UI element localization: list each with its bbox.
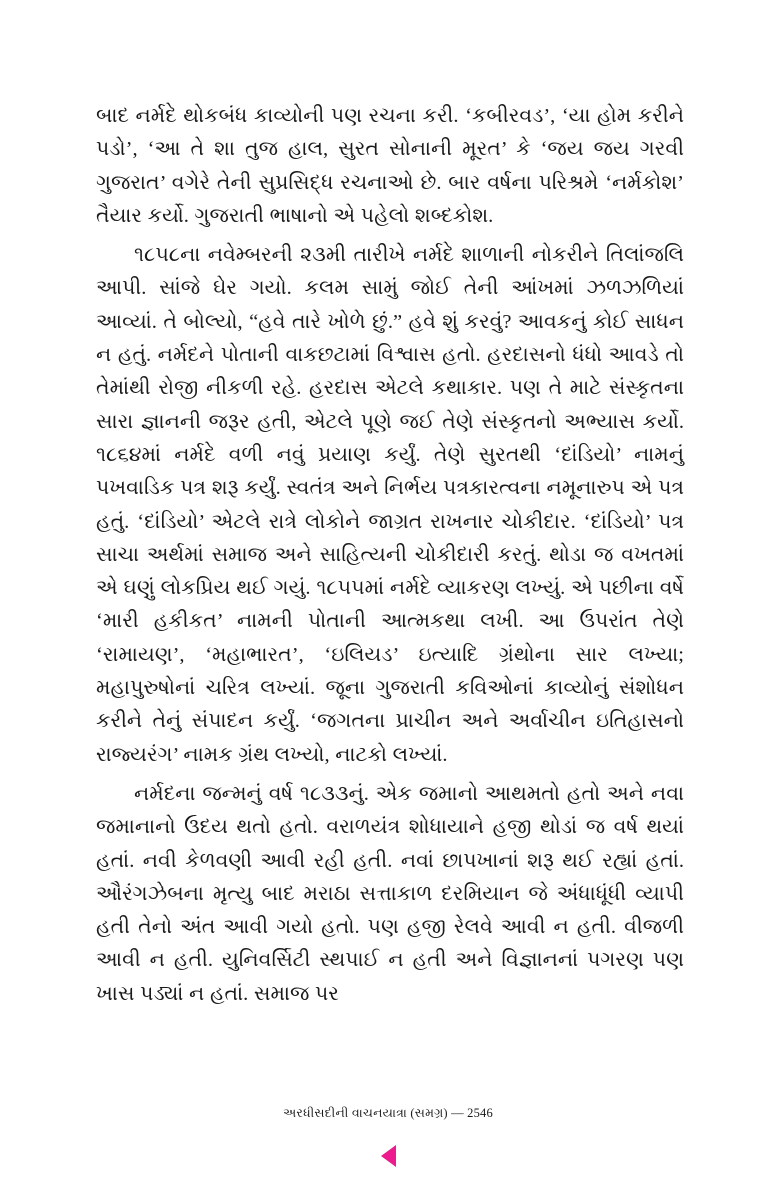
paragraph: બાદ નર્મદે થોકબંધ કાવ્યોની પણ રચના કરી. ‘કબીરવડ’, ‘યા હોમ કરીને પડો’, ‘આ તે શા તુજ હાલ, સુરત સોનાની મૂરત’ કે ‘જય જય ગરવી ગુજરાત’ વગેરે તેની સુપ્રસિદ્ધ રચનાઓ છે. બાર વર્ષના પરિશ્રમે ‘નર્મકોશ’ તૈયાર કર્યો. ગુજરાતી ભાષાનો એ પહેલો શબ્દકોશ.	[96, 105, 684, 227]
paragraph: નર્મદના જન્મનું વર્ષ ૧૮૩૩નું. એક જમાનો આથમતો હતો અને નવા જમાનાનો ઉદય થતો હતો. વરાળયંત્ર શોધાયાને હજી થોડાં જ વર્ષ થયાં હતાં. નવી કેળવણી આવી રહી હતી. નવાં છાપખાનાં શરૂ થઈ રહ્યાં હતાં. ઔરંગઝેબના મૃત્યુ બાદ મરાઠા સત્તાકાળ દરમિયાન જે અંધાધૂંધી વ્યાપી હતી તેનો અંત આવી ગયો હતો. પણ હજી રેલવે આવી ન હતી. વીજળી આવી ન હતી. યુનિવર્સિટી સ્થપાઈ ન હતી અને વિજ્ઞાનનાં પગરણ પણ ખાસ પડ્યાં ન હતાં. સમાજ પર	[96, 782, 684, 1005]
page-navigation	[0, 1141, 776, 1171]
page-text-body	[96, 100, 684, 1012]
paragraph: ૧૮૫૮ના નવેમ્બરની ૨૩મી તારીખે નર્મદે શાળાની નોકરીને તિલાંજલિ આપી. સાંજે ઘેર ગયો. કલમ સામું જોઈ તેની આંખમાં ઝળઝળિયાં આવ્યાં. તે બોલ્યો, “હવે તારે ખોળે છું.” હવે શું કરવું? આવકનું કોઈ સાધન ન હતું. નર્મદને પોતાની વાકછટામાં વિશ્વાસ હતો. હરદાસનો ધંધો આવડે તો તેમાંથી રોજી નીકળી રહે. હરદાસ એટલે કથાકાર. પણ તે માટે સંસ્કૃતના સારા જ્ઞાનની જરૂર હતી, એટલે પૂણે જઈ તેણે સંસ્કૃતનો અભ્યાસ કર્યો. ૧૮૬૪માં નર્મદે વળી નવું પ્રયાણ કર્યું. તેણે સુરતથી ‘દાંડિયો’ નામનું પખવાડિક પત્ર શરૂ કર્યું. સ્વતંત્ર અને નિર્ભય પત્રકારત્વના નમૂનારુપ એ પત્ર હતું. ‘દાંડિયો’ એટલે રાત્રે લોકોને જાગ્રત રાખનાર ચોકીદાર. ‘દાંડિયો’ પત્ર સાચા અર્થમાં સમાજ અને સાહિત્યની ચોકીદારી કરતું. થોડા જ વખતમાં એ ઘણું લોકપ્રિય થઈ ગયું. ૧૮૫૫માં નર્મદે વ્યાકરણ લખ્યું. એ પછીના વર્ષે ‘મારી હકીકત’ નામની પોતાની આત્મકથા લખી. આ ઉપરાંત તેણે ‘રામાયણ’, ‘મહાભારત’, ‘ઇલિયડ’ ઇત્યાદિ ગ્રંથોના સાર લખ્યા; મહાપુરુષોનાં ચરિત્ર લખ્યાં. જૂના ગુજરાતી કવિઓનાં કાવ્યોનું સંશોધન કરીને તેનું સંપાદન કર્યું. ‘જગતના પ્રાચીન અને અર્વાચીન ઇતિહાસનો રાજ્યરંગ’ નામક ગ્રંથ લખ્યો, નાટકો લખ્યાં.	[96, 244, 684, 766]
previous-page-arrow-icon[interactable]	[381, 1145, 396, 1167]
page-footer: અરધીસદીની વાચનયાત્રા (સમગ્ર) — 2546	[283, 1106, 493, 1120]
